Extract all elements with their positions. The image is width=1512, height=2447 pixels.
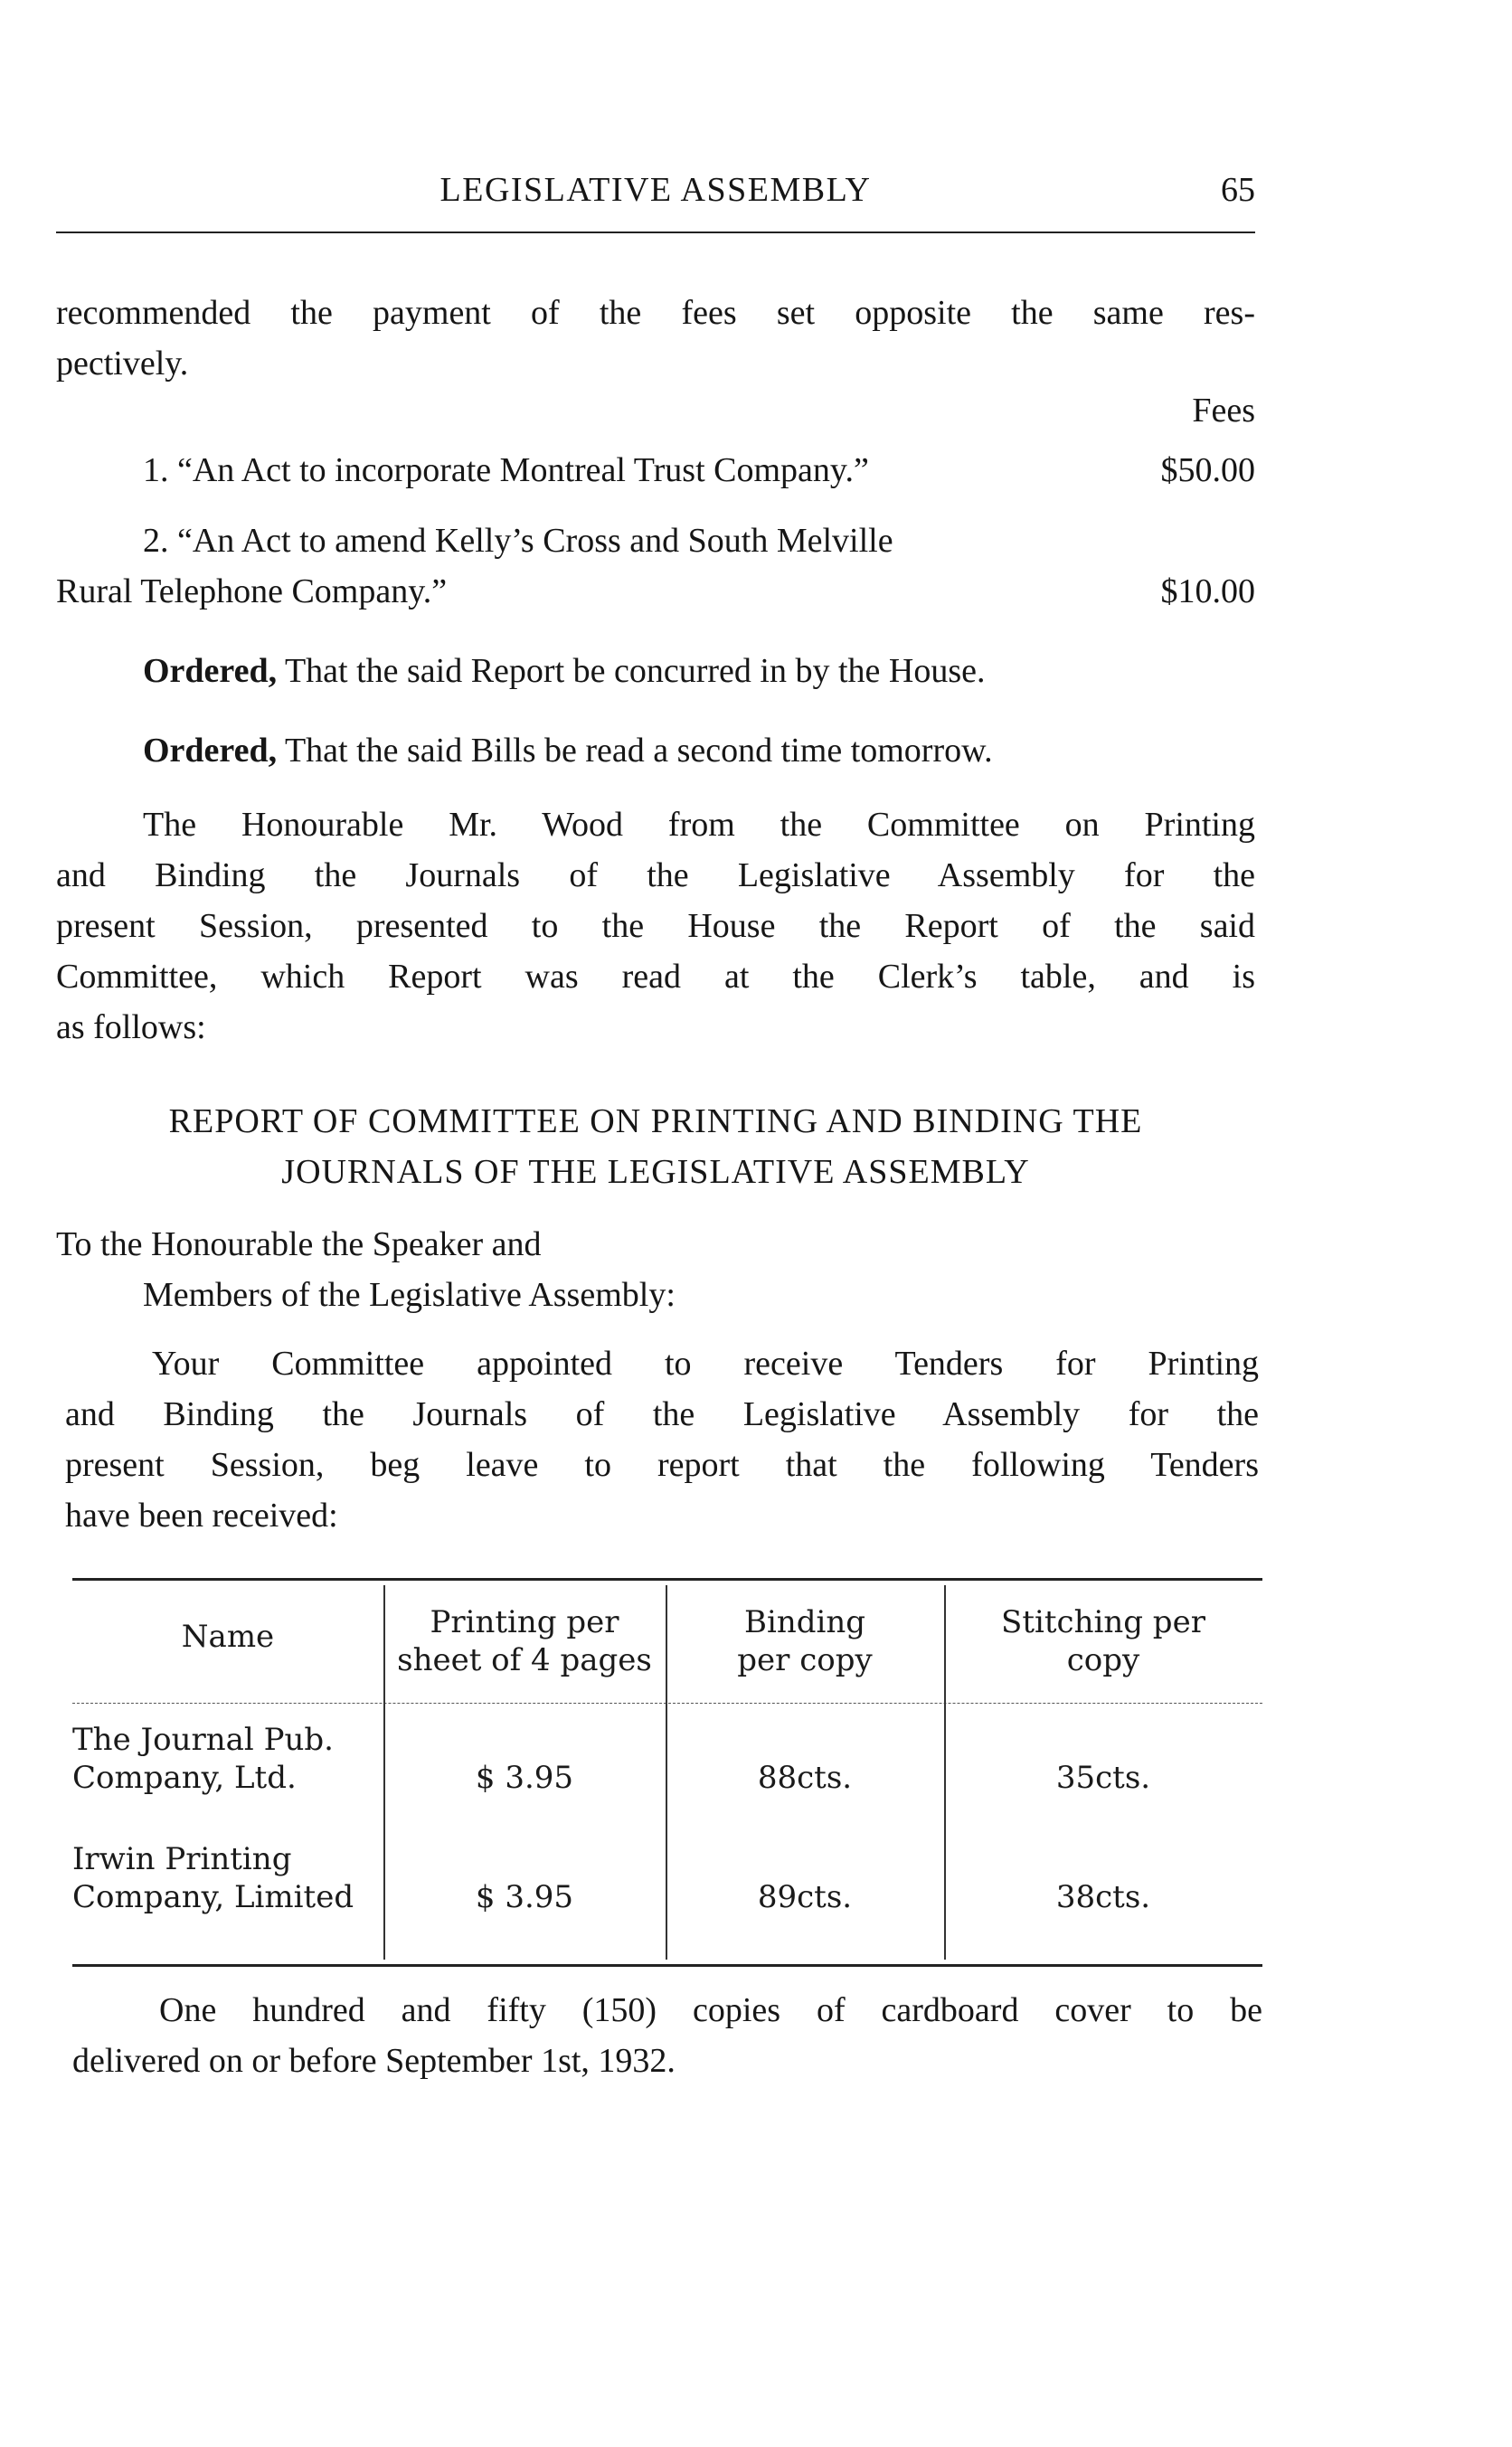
fees-column-label: Fees (1192, 392, 1255, 430)
table-header-rule (72, 1703, 1262, 1704)
table-row-2-name (72, 1840, 383, 1916)
paragraph-line: as follows: (56, 1008, 206, 1046)
name-line: Company, Limited (72, 1879, 354, 1915)
intro-line: recommended the payment of the fees set opposite the same res- (56, 294, 1255, 332)
intro-line: pectively. (56, 345, 189, 383)
paragraph-line: The Honourable Mr. Wood from the Committee on Printing (143, 806, 1255, 844)
header-line: Stitching per (1001, 1604, 1205, 1640)
intro-paragraph (56, 288, 1255, 389)
paragraph-line: Committee, which Report was read at the Clerk’s table, and is (56, 958, 1255, 996)
paragraph-line: present Session, presented to the House the Report of the said (56, 907, 1255, 945)
paragraph-line: and Binding the Journals of the Legislative Assembly for the (65, 1395, 1259, 1433)
paragraph-line: One hundred and fifty (150) copies of cardboard cover to be (159, 1991, 1262, 2029)
bill-item-text: 1. “An Act to incorporate Montreal Trust Company.” (143, 451, 869, 489)
paragraph-line: delivered on or before September 1st, 1932. (72, 2042, 676, 2080)
report-heading (56, 1096, 1255, 1197)
ordered-text: That the said Bills be read a second time tomorrow. (284, 732, 993, 770)
table-row-1-stitching: 35cts. (1055, 1760, 1151, 1796)
bill-item-text: 2. “An Act to amend Kelly’s Cross and South Melville (143, 522, 893, 560)
paragraph-line: have been received: (65, 1497, 338, 1535)
table-row-2-binding: 89cts. (757, 1879, 853, 1915)
bill-item-fee: $50.00 (1160, 451, 1255, 489)
committee-paragraph (65, 1338, 1259, 1541)
paragraph-line: present Session, beg leave to report that the following Tenders (65, 1446, 1259, 1484)
name-line: Irwin Printing (72, 1841, 292, 1877)
header-line: Binding (743, 1604, 866, 1640)
name-line: The Journal Pub. (72, 1722, 334, 1758)
header-line: per copy (737, 1642, 873, 1678)
table-bottom-rule (72, 1964, 1262, 1967)
closing-paragraph (72, 1985, 1262, 2086)
salutation (56, 1219, 1255, 1320)
header-title: LEGISLATIVE ASSEMBLY (439, 171, 872, 209)
page-number: 65 (1221, 171, 1255, 209)
column-header-stitching (944, 1603, 1262, 1679)
paragraph-line: and Binding the Journals of the Legislative Assembly for the (56, 856, 1255, 894)
header-rule (56, 231, 1255, 233)
tenders-table (72, 1578, 1262, 1967)
header-line: copy (1066, 1642, 1140, 1678)
salutation-line: Members of the Legislative Assembly: (143, 1276, 676, 1314)
table-row-1-name (72, 1721, 383, 1797)
paragraph-line: Your Committee appointed to receive Tenders for Printing (152, 1345, 1259, 1383)
wood-paragraph (56, 799, 1255, 1053)
header-line: Printing per (430, 1604, 619, 1640)
bill-item-fee: $10.00 (1160, 572, 1255, 610)
bill-item-1 (56, 445, 1255, 496)
report-heading-line: JOURNALS OF THE LEGISLATIVE ASSEMBLY (281, 1153, 1030, 1191)
report-heading-line: REPORT OF COMMITTEE ON PRINTING AND BINDING THE (168, 1102, 1143, 1140)
bill-item-text: Rural Telephone Company.” (56, 572, 448, 610)
ordered-text: That the said Report be concurred in by the House. (284, 652, 986, 690)
table-row-1-binding: 88cts. (757, 1760, 853, 1796)
ordered-label: Ordered, (143, 732, 278, 770)
column-header-printing (383, 1603, 666, 1679)
header-line: sheet of 4 pages (397, 1642, 652, 1678)
ordered-resolution-1 (56, 646, 1255, 696)
column-header-binding (666, 1603, 944, 1679)
table-row-1-printing: $ 3.95 (475, 1760, 574, 1796)
column-header-name: Name (181, 1619, 275, 1655)
name-line: Company, Ltd. (72, 1760, 297, 1796)
bill-item-2 (56, 515, 1255, 617)
table-row-2-printing: $ 3.95 (475, 1879, 574, 1915)
ordered-label: Ordered, (143, 652, 278, 690)
table-row-2-stitching: 38cts. (1055, 1879, 1151, 1915)
salutation-line: To the Honourable the Speaker and (56, 1225, 542, 1263)
running-header (56, 170, 1255, 215)
table-top-rule (72, 1578, 1262, 1581)
ordered-resolution-2 (56, 725, 1255, 776)
